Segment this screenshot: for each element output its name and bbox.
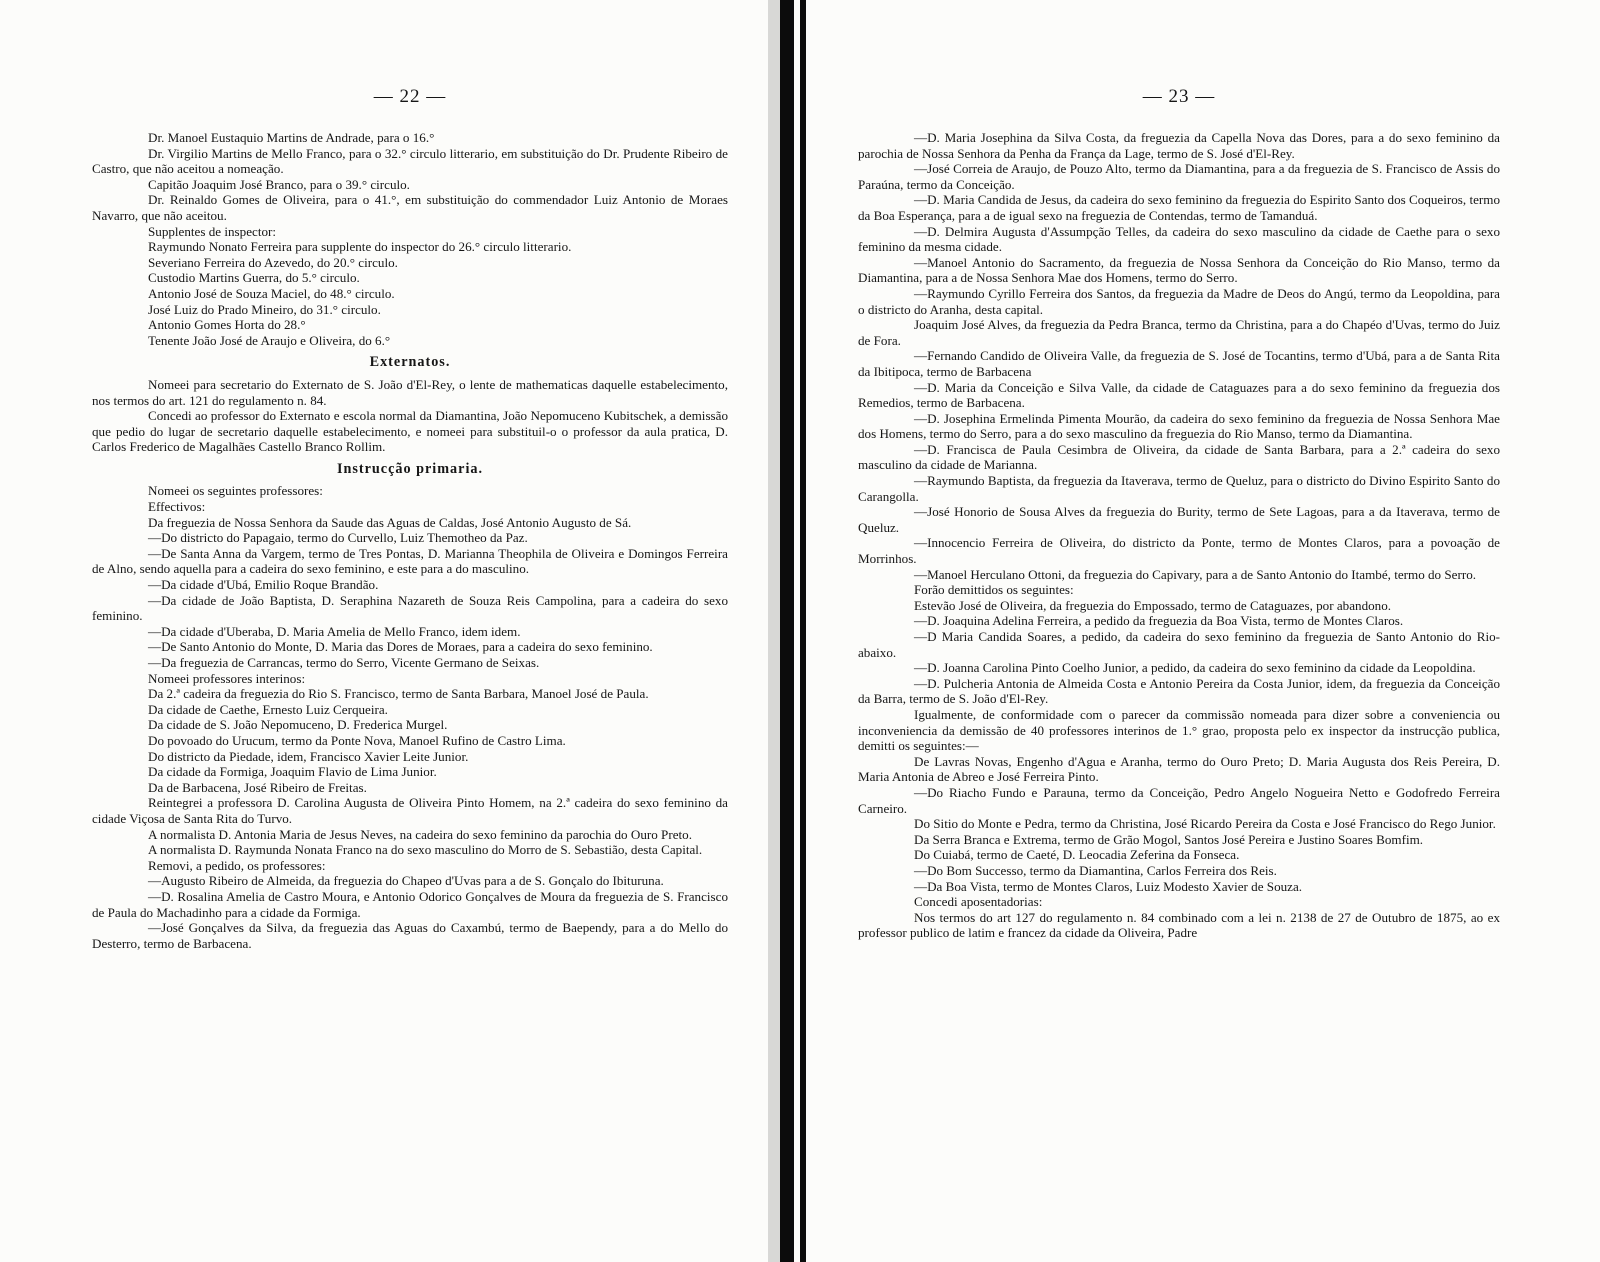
paragraph: —De Santo Antonio do Monte, D. Maria das Dores de Moraes, para a cadeira do sexo feminino. xyxy=(148,639,653,655)
paragraph: —Raymundo Baptista, da freguezia da Itaverava, termo de Queluz, para o districto do Divino Espirito Santo do Carangolla. xyxy=(858,473,1500,504)
paragraph: Nomeei os seguintes professores: xyxy=(148,483,323,499)
paragraph: Estevão José de Oliveira, da freguezia do Empossado, termo de Cataguazes, por abandono. xyxy=(914,597,1392,613)
section-heading: Instrucção primaria. xyxy=(336,460,484,477)
page-text xyxy=(92,130,728,951)
paragraph: —D. Rosalina Amelia de Castro Moura, e Antonio Odorico Gonçalves de Moura da freguezia de S. Francisco de Paula do Machadinho para a cidade da Formiga. xyxy=(92,888,728,920)
paragraph: Antonio José de Souza Maciel, do 48.° circulo. xyxy=(148,285,395,301)
page-number: — 23 — xyxy=(1142,86,1216,107)
paragraph: Da de Barbacena, José Ribeiro de Freitas. xyxy=(148,779,367,795)
paragraph: Da cidade da Formiga, Joaquim Flavio de Lima Junior. xyxy=(148,764,437,780)
page-number: — 22 — xyxy=(373,86,447,107)
paragraph: Do povoado do Urucum, termo da Ponte Nova, Manoel Rufino de Castro Lima. xyxy=(148,732,566,748)
paragraph: —Do Riacho Fundo e Parauna, termo da Conceição, Pedro Angelo Nogueira Netto e Godofredo Ferreira Carneiro. xyxy=(858,784,1500,816)
paragraph: —Raymundo Cyrillo Ferreira dos Santos, da freguezia da Madre de Deos do Angú, termo da Leopoldina, para o districto do Aranha, desta capital. xyxy=(858,285,1500,317)
paragraph: José Luiz do Prado Mineiro, do 31.° circulo. xyxy=(148,301,381,317)
paragraph: Da 2.ª cadeira da freguezia do Rio S. Francisco, termo de Santa Barbara, Manoel José de Paula. xyxy=(148,686,649,702)
paragraph: —D. Pulcheria Antonia de Almeida Costa e Antonio Pereira da Costa Junior, idem, da freguezia da Conceição da Barra, termo de S. João d'El-Rey. xyxy=(858,675,1500,707)
paragraph: Supplentes de inspector: xyxy=(148,223,277,239)
paragraph: —Augusto Ribeiro de Almeida, da freguezia do Chapeo d'Uvas para a de S. Gonçalo do Ibituruna. xyxy=(148,873,664,889)
paragraph: —Da cidade de João Baptista, D. Seraphina Nazareth de Souza Reis Campolina, para a cadeira do sexo feminino. xyxy=(92,592,728,624)
paragraph: Concedi aposentadorias: xyxy=(914,894,1043,910)
paragraph: Do Cuiabá, termo de Caeté, D. Leocadia Zeferina da Fonseca. xyxy=(914,847,1240,863)
paragraph: Da cidade de S. João Nepomuceno, D. Frederica Murgel. xyxy=(148,717,448,733)
paragraph: Dr. Manoel Eustaquio Martins de Andrade, para o 16.° xyxy=(148,130,435,145)
paragraph: —Do Bom Successo, termo da Diamantina, Carlos Ferreira dos Reis. xyxy=(914,862,1277,878)
paragraph: Do districto da Piedade, idem, Francisco Xavier Leite Junior. xyxy=(148,748,469,764)
paragraph: —Manoel Antonio do Sacramento, da freguezia de Nossa Senhora da Conceição do Rio Manso, termo da Diamantina, para a de Nossa Senhora Mae dos Homens, termo do Serro. xyxy=(858,254,1500,286)
paragraph: —Manoel Herculano Ottoni, da freguezia do Capivary, para a de Santo Antonio do Itambé, termo do Serro. xyxy=(914,566,1477,582)
paragraph: —Da Boa Vista, termo de Montes Claros, Luiz Modesto Xavier de Souza. xyxy=(914,878,1303,894)
paragraph: Do Sitio do Monte e Pedra, termo da Christina, José Ricardo Pereira da Costa e José Francisco do Rego Junior. xyxy=(914,816,1496,832)
paragraph: —D. Joanna Carolina Pinto Coelho Junior, a pedido, da cadeira do sexo feminino da cidade da Leopoldina. xyxy=(914,660,1476,676)
paragraph: Da Serra Branca e Extrema, termo de Grão Mogol, Santos José Pereira e Justino Soares Bomfim. xyxy=(914,831,1424,847)
section-heading: Externatos. xyxy=(369,354,451,371)
paragraph: —D. Delmira Augusta d'Assumpção Telles, da cadeira do sexo masculino da cidade de Caethe para o sexo feminino da mesma cidade. xyxy=(858,223,1500,255)
paragraph: Nos termos do art 127 do regulamento n. 84 combinado com a lei n. 2138 de 27 de Outubro de 1875, ao ex professor publico de latim e francez da cidade da Oliveira, Padre xyxy=(858,909,1500,941)
paragraph: —D. Maria Candida de Jesus, da cadeira do sexo feminino da freguezia do Espirito Santo dos Coqueiros, termo da Boa Esperança, para a de igual sexo na freguezia de Contendas, termo de Tamanduá. xyxy=(858,192,1500,223)
paragraph: Raymundo Nonato Ferreira para supplente do inspector do 26.° circulo litterario. xyxy=(148,239,572,255)
paragraph: —José Correia de Araujo, de Pouzo Alto, termo da Diamantina, para a da freguezia de S. Francisco de Assis do Paraúna, termo da Conceição. xyxy=(858,161,1500,192)
paragraph: —D. Maria Josephina da Silva Costa, da freguezia da Capella Nova das Dores, para a do sexo feminino da parochia de Nossa Senhora da Penha da França da Lage, termo de S. José d'El-Rey. xyxy=(858,130,1500,161)
paragraph: —Da cidade d'Ubá, Emilio Roque Brandão. xyxy=(148,577,379,593)
paragraph: Effectivos: xyxy=(148,499,206,515)
book-spine xyxy=(780,0,794,1262)
paragraph: Nomeei professores interinos: xyxy=(148,670,306,686)
paragraph: —D Maria Candida Soares, a pedido, da cadeira do sexo feminino da freguezia de Santo Antonio do Rio-abaixo. xyxy=(858,629,1500,660)
paragraph: Joaquim José Alves, da freguezia da Pedra Branca, termo da Christina, para a do Chapéo d'Uvas, termo do Juiz de Fora. xyxy=(858,317,1500,348)
paragraph: Reintegrei a professora D. Carolina Augusta de Oliveira Pinto Homem, na 2.ª cadeira do sexo feminino da cidade Viçosa de Santa Rita do Turvo. xyxy=(92,795,728,826)
paragraph: —José Honorio de Sousa Alves da freguezia do Burity, termo de Sete Lagoas, para a da Itaverava, termo de Queluz. xyxy=(858,504,1500,535)
paragraph: —Da freguezia de Carrancas, termo do Serro, Vicente Germano de Seixas. xyxy=(148,655,540,670)
paragraph: —Fernando Candido de Oliveira Valle, da freguezia de S. José de Tocantins, termo d'Ubá, para a de Santa Rita da Ibitipoca, termo de Barbacena xyxy=(858,348,1500,379)
paragraph: —Do districto do Papagaio, termo do Curvello, Luiz Themotheo da Paz. xyxy=(148,530,528,546)
paragraph: Tenente João José de Araujo e Oliveira, do 6.° xyxy=(148,332,391,348)
paragraph: A normalista D. Antonia Maria de Jesus Neves, na cadeira do sexo feminino da parochia do Ouro Preto. xyxy=(148,826,692,842)
paragraph: Severiano Ferreira do Azevedo, do 20.° circulo. xyxy=(148,254,398,270)
paragraph: —José Gonçalves da Silva, da freguezia das Aguas do Caxambú, termo de Baependy, para a do Mello do Desterro, termo de Barbacena. xyxy=(92,920,728,951)
paragraph: —D. Joaquina Adelina Ferreira, a pedido da freguezia da Boa Vista, termo de Montes Claros. xyxy=(914,613,1404,629)
paragraph: —Innocencio Ferreira de Oliveira, do districto da Ponte, termo de Montes Claros, para a povoação de Morrinhos. xyxy=(858,535,1500,567)
page-text xyxy=(858,130,1500,941)
book-spine-inner xyxy=(800,0,806,1262)
paragraph: A normalista D. Raymunda Nonata Franco na do sexo masculino do Morro de S. Sebastião, desta Capital. xyxy=(148,842,703,858)
paragraph: Forão demittidos os seguintes: xyxy=(914,582,1074,598)
paragraph: —D. Josephina Ermelinda Pimenta Mourão, da cadeira do sexo feminino da freguezia de Nossa Senhora Mae dos Homens, termo do Serro, para a do sexo masculino da freguezia do Rio Manso, termo da Diamantina. xyxy=(858,410,1500,442)
paragraph: —De Santa Anna da Vargem, termo de Tres Pontas, D. Marianna Theophila de Oliveira e Domingos Ferreira de Alno, sendo aquella para a cadeira do sexo feminino, e este para a do masculino. xyxy=(92,545,728,577)
paragraph: Igualmente, de conformidade com o parecer da commissão nomeada para dizer sobre a conveniencia ou inconveniencia da demissão de 40 professores interinos de 1.° grao, proposta pelo ex inspector da instrucção publica, demitti os seguintes:— xyxy=(858,706,1500,754)
paragraph: Capitão Joaquim José Branco, para o 39.° circulo. xyxy=(148,176,410,192)
right-page xyxy=(858,86,1500,941)
paragraph: Antonio Gomes Horta do 28.° xyxy=(148,317,306,333)
paragraph: Dr. Reinaldo Gomes de Oliveira, para o 41.°, em substituição do commendador Luiz Antonio de Moraes Navarro, que não aceitou. xyxy=(92,192,728,223)
paragraph: Concedi ao professor do Externato e escola normal da Diamantina, João Nepomuceno Kubitschek, a demissão que pedio do lugar de secretario daquelle estabelecimento, e nomeei para substituil-o o professor da aula pratica, D. Carlos Frederico de Magalhães Castello Branco Rollim. xyxy=(92,408,728,455)
paragraph: —D. Maria da Conceição e Silva Valle, da cidade de Cataguazes para a do sexo feminino da freguezia dos Remedios, termo de Barbacena. xyxy=(858,379,1500,411)
left-page-edge xyxy=(768,0,780,1262)
paragraph: Custodio Martins Guerra, do 5.° circulo. xyxy=(148,270,360,286)
paragraph: Dr. Virgilio Martins de Mello Franco, para o 32.° circulo litterario, em substituição do Dr. Prudente Ribeiro de Castro, que não aceitou a nomeação. xyxy=(92,145,728,177)
paragraph: Da freguezia de Nossa Senhora da Saude das Aguas de Caldas, José Antonio Augusto de Sá. xyxy=(148,514,632,530)
paragraph: De Lavras Novas, Engenho d'Agua e Aranha, termo do Ouro Preto; D. Maria Augusta dos Reis Pereira, D. Maria Antonia de Abreo e José Ferreira Pinto. xyxy=(858,753,1500,785)
paragraph: Nomeei para secretario do Externato de S. João d'El-Rey, o lente de mathematicas daquelle estabelecimento, nos termos do art. 121 do regulamento n. 84. xyxy=(92,376,728,408)
paragraph: Da cidade de Caethe, Ernesto Luiz Cerqueira. xyxy=(148,701,388,717)
left-page xyxy=(92,86,728,951)
paragraph: —D. Francisca de Paula Cesimbra de Oliveira, da cidade de Santa Barbara, para a 2.ª cadeira do sexo masculino da cidade de Marianna. xyxy=(858,441,1500,473)
paragraph: —Da cidade d'Uberaba, D. Maria Amelia de Mello Franco, idem idem. xyxy=(148,623,521,639)
paragraph: Removi, a pedido, os professores: xyxy=(148,857,326,873)
